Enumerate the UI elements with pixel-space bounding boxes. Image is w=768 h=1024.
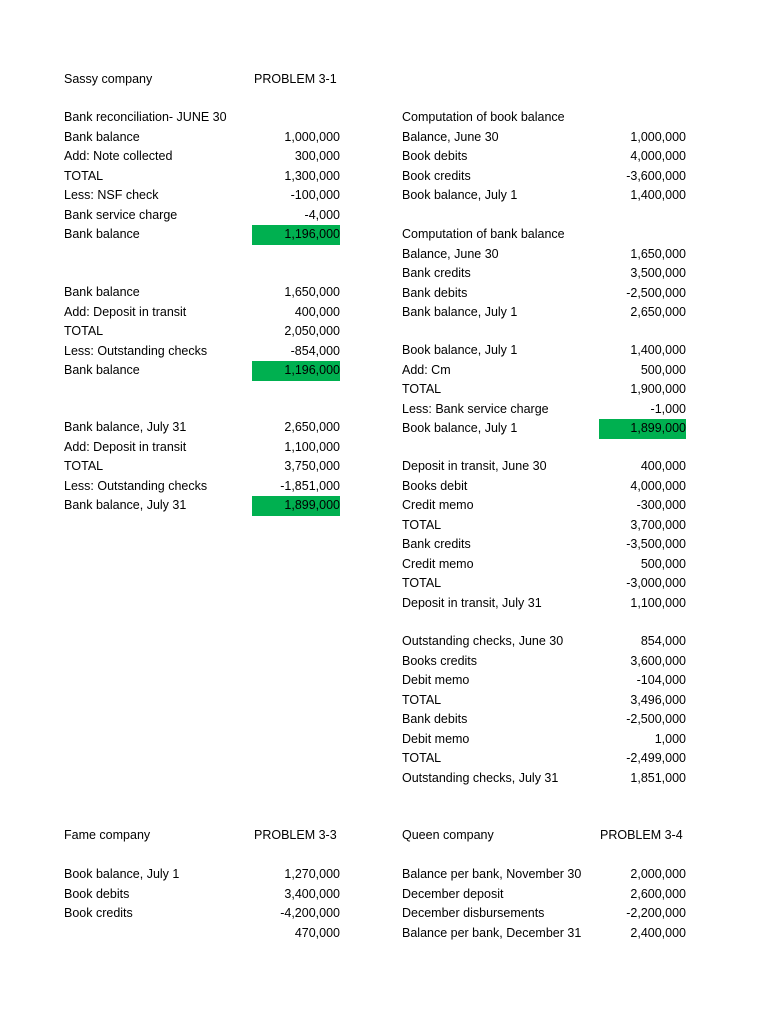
row-amount: 1,270,000 bbox=[284, 867, 340, 881]
row-amount: 2,650,000 bbox=[630, 305, 686, 319]
row-label: TOTAL bbox=[402, 517, 442, 532]
table-row bbox=[0, 535, 768, 555]
row-amount: -300,000 bbox=[636, 498, 686, 512]
row-amount: 1,000,000 bbox=[630, 129, 686, 144]
row-label: December disbursements bbox=[402, 906, 545, 920]
table-row bbox=[0, 303, 768, 323]
table-row bbox=[0, 904, 768, 924]
table-row bbox=[0, 380, 768, 400]
row-amount: 500,000 bbox=[640, 362, 686, 377]
highlighted-amount: 1,899,000 bbox=[252, 496, 340, 516]
row-amount: 854,000 bbox=[640, 634, 686, 648]
table-row bbox=[0, 477, 768, 497]
table-row bbox=[0, 419, 768, 439]
fame-problem-title: PROBLEM 3-3 bbox=[254, 828, 337, 842]
table-row bbox=[0, 594, 768, 614]
row-label: Books debit bbox=[402, 478, 468, 493]
highlighted-amount: 1,196,000 bbox=[252, 361, 340, 381]
table-row bbox=[0, 749, 768, 769]
row-label: Bank credits bbox=[402, 537, 471, 551]
table-row bbox=[0, 264, 768, 284]
table-row bbox=[0, 632, 768, 652]
table-row bbox=[0, 108, 768, 128]
row-label: Less: Outstanding checks bbox=[64, 478, 208, 493]
row-label: Book credits bbox=[64, 906, 133, 920]
row-label: Less: NSF check bbox=[64, 188, 159, 202]
row-amount: -3,000,000 bbox=[626, 576, 686, 590]
row-label: TOTAL bbox=[64, 324, 104, 338]
table-row bbox=[0, 885, 768, 905]
row-label: December deposit bbox=[402, 886, 504, 901]
row-amount: -100,000 bbox=[290, 188, 340, 202]
row-amount: 2,000,000 bbox=[630, 867, 686, 881]
row-label: Add: Deposit in transit bbox=[64, 439, 187, 454]
row-label: Bank balance bbox=[64, 363, 140, 377]
row-label: Bank balance bbox=[64, 129, 140, 144]
row-label: TOTAL bbox=[402, 692, 442, 707]
row-label: Bank balance, July 1 bbox=[402, 305, 518, 319]
row-label: TOTAL bbox=[402, 576, 442, 590]
row-amount: 4,000,000 bbox=[630, 478, 686, 493]
row-label: Deposit in transit, June 30 bbox=[402, 459, 547, 473]
table-row bbox=[0, 865, 768, 885]
row-label: Add: Cm bbox=[402, 362, 451, 377]
row-amount: 3,496,000 bbox=[630, 692, 686, 707]
row-label: Outstanding checks, July 31 bbox=[402, 770, 559, 785]
row-amount: -3,600,000 bbox=[626, 168, 686, 183]
row-amount: 400,000 bbox=[294, 304, 340, 319]
row-amount: -2,500,000 bbox=[626, 712, 686, 726]
row-label: Bank debits bbox=[402, 712, 468, 726]
table-row bbox=[0, 361, 768, 381]
row-amount: -3,500,000 bbox=[626, 537, 686, 551]
row-amount: -104,000 bbox=[636, 673, 686, 687]
row-amount: 1,400,000 bbox=[630, 188, 686, 202]
row-label: Balance, June 30 bbox=[402, 129, 499, 144]
row-amount: -2,200,000 bbox=[626, 906, 686, 920]
row-amount: 3,500,000 bbox=[630, 266, 686, 280]
row-amount: -2,500,000 bbox=[626, 285, 686, 300]
table-row bbox=[0, 147, 768, 167]
row-amount: 3,400,000 bbox=[284, 886, 340, 901]
table-row bbox=[0, 341, 768, 361]
row-label: TOTAL bbox=[64, 459, 104, 473]
highlighted-amount: 1,196,000 bbox=[252, 225, 340, 245]
row-amount: 1,650,000 bbox=[630, 246, 686, 261]
row-label: Add: Deposit in transit bbox=[64, 304, 187, 319]
row-amount: 3,750,000 bbox=[284, 459, 340, 473]
row-amount: 1,400,000 bbox=[630, 343, 686, 357]
row-label: TOTAL bbox=[402, 382, 442, 396]
table-row bbox=[0, 555, 768, 575]
row-amount: -4,000 bbox=[304, 207, 340, 222]
row-label: Book balance, July 1 bbox=[402, 188, 518, 202]
table-row bbox=[0, 710, 768, 730]
row-label: Balance per bank, November 30 bbox=[402, 867, 582, 881]
row-amount: 1,100,000 bbox=[630, 595, 686, 610]
row-amount: 1,900,000 bbox=[630, 382, 686, 396]
row-amount: 3,700,000 bbox=[630, 517, 686, 532]
row-label: Bank debits bbox=[402, 285, 468, 300]
table-row bbox=[0, 516, 768, 536]
row-label: Less: Outstanding checks bbox=[64, 343, 208, 358]
problem-title: PROBLEM 3-1 bbox=[254, 72, 337, 86]
row-label: Book debits bbox=[402, 149, 468, 163]
row-label: TOTAL bbox=[64, 168, 104, 183]
row-label: Add: Note collected bbox=[64, 149, 173, 163]
row-amount: 3,600,000 bbox=[630, 653, 686, 668]
row-amount: 2,050,000 bbox=[284, 324, 340, 338]
row-label: Book balance, July 1 bbox=[402, 421, 518, 435]
table-row bbox=[0, 924, 768, 944]
row-label: Balance, June 30 bbox=[402, 246, 499, 261]
table-row bbox=[0, 671, 768, 691]
table-row bbox=[0, 128, 768, 148]
row-amount: 2,650,000 bbox=[284, 420, 340, 434]
row-amount: 1,100,000 bbox=[284, 439, 340, 454]
row-label: Books credits bbox=[402, 653, 478, 668]
row-amount: -1,851,000 bbox=[280, 478, 340, 493]
table-row bbox=[0, 652, 768, 672]
row-amount: 500,000 bbox=[640, 556, 686, 571]
row-label: Bank balance, July 31 bbox=[64, 498, 187, 512]
row-label: Credit memo bbox=[402, 556, 474, 571]
row-amount: -4,200,000 bbox=[280, 906, 340, 920]
row-label: Bank balance, July 31 bbox=[64, 420, 187, 434]
row-label: Computation of bank balance bbox=[402, 227, 565, 241]
row-amount: 300,000 bbox=[294, 149, 340, 163]
row-label: Deposit in transit, July 31 bbox=[402, 595, 542, 610]
table-row bbox=[0, 322, 768, 342]
table-row bbox=[0, 284, 768, 304]
row-amount: 4,000,000 bbox=[630, 149, 686, 163]
row-label: Book balance, July 1 bbox=[64, 867, 180, 881]
row-amount: 1,000 bbox=[654, 731, 686, 746]
row-label: Debit memo bbox=[402, 731, 470, 746]
table-row bbox=[0, 225, 768, 245]
row-amount: -2,499,000 bbox=[626, 751, 686, 765]
table-row bbox=[0, 167, 768, 187]
table-row bbox=[0, 691, 768, 711]
table-row bbox=[0, 769, 768, 789]
row-amount: -1,000 bbox=[650, 401, 686, 416]
queen-problem-title: PROBLEM 3-4 bbox=[600, 828, 683, 842]
row-label: Book balance, July 1 bbox=[402, 343, 518, 357]
table-row bbox=[0, 400, 768, 420]
row-label: Bank balance bbox=[64, 285, 140, 299]
row-label: Debit memo bbox=[402, 673, 470, 687]
table-row bbox=[0, 206, 768, 226]
row-label: Credit memo bbox=[402, 498, 474, 512]
row-label: Balance per bank, December 31 bbox=[402, 925, 582, 940]
row-amount: 1,000,000 bbox=[284, 129, 340, 144]
table-row bbox=[0, 245, 768, 265]
row-label: Bank reconciliation- JUNE 30 bbox=[64, 110, 227, 124]
row-label: Computation of book balance bbox=[402, 110, 565, 124]
row-label: Bank credits bbox=[402, 266, 471, 280]
row-label: Outstanding checks, June 30 bbox=[402, 634, 564, 648]
fame-company-name: Fame company bbox=[64, 828, 151, 842]
row-amount: 1,300,000 bbox=[284, 168, 340, 183]
row-amount: 1,851,000 bbox=[630, 770, 686, 785]
table-row bbox=[0, 730, 768, 750]
row-label: Book debits bbox=[64, 886, 130, 901]
row-amount: -854,000 bbox=[290, 343, 340, 358]
row-label: Less: Bank service charge bbox=[402, 401, 549, 416]
highlighted-amount: 1,899,000 bbox=[599, 419, 686, 439]
queen-company-name: Queen company bbox=[402, 828, 494, 842]
row-amount: 400,000 bbox=[640, 459, 686, 473]
row-amount: 1,650,000 bbox=[284, 285, 340, 299]
company-name: Sassy company bbox=[64, 72, 153, 86]
table-row bbox=[0, 186, 768, 206]
row-label: TOTAL bbox=[402, 751, 442, 765]
table-row bbox=[0, 457, 768, 477]
row-label: Book credits bbox=[402, 168, 471, 183]
row-label: Bank service charge bbox=[64, 207, 178, 222]
table-row bbox=[0, 438, 768, 458]
row-label: Bank balance bbox=[64, 227, 140, 241]
row-amount: 2,600,000 bbox=[630, 886, 686, 901]
row-amount: 470,000 bbox=[294, 925, 340, 940]
row-amount: 2,400,000 bbox=[630, 925, 686, 940]
table-row bbox=[0, 496, 768, 516]
table-row bbox=[0, 574, 768, 594]
